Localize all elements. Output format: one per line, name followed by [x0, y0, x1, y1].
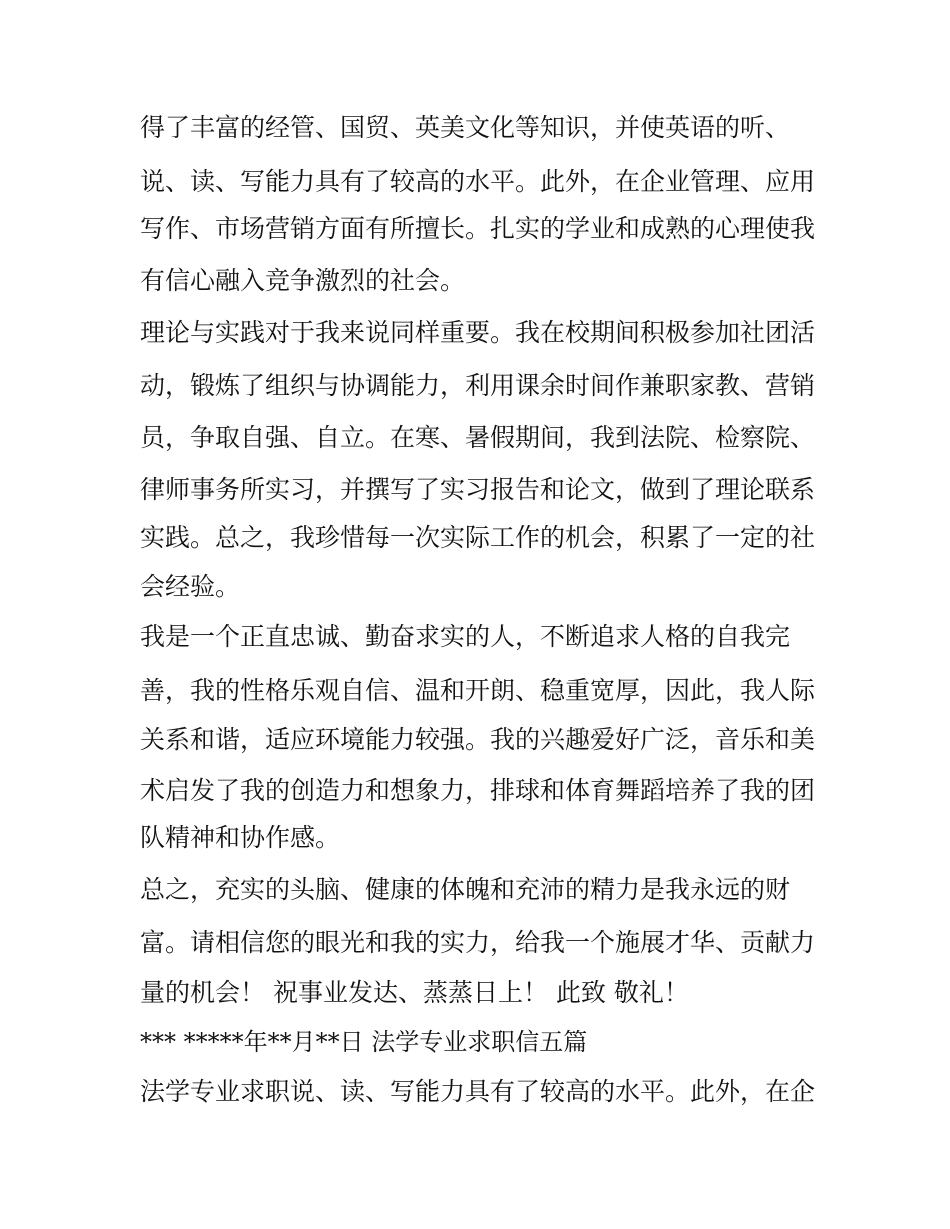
text-line: 说、读、写能力具有了较高的水平。此外，在企业管理、应用 [140, 167, 816, 196]
text-line: 会经验。 [140, 572, 241, 601]
text-line: 术启发了我的创造力和想象力，排球和体育舞蹈培养了我的团 [140, 776, 816, 805]
text-line: 写作、市场营销方面有所擅长。扎实的学业和成熟的心理使我 [140, 214, 816, 243]
text-line: 我是一个正直忠诚、勤奋求实的人，不断追求人格的自我完 [140, 622, 791, 651]
text-line: 量的机会！ 祝事业发达、蒸蒸日上！ 此致 敬礼！ [140, 978, 689, 1007]
text-line: 总之，充实的头脑、健康的体魄和充沛的精力是我永远的财 [140, 875, 791, 904]
date-signature-line: *** *****年**月**日 法学专业求职信五篇 [140, 1028, 588, 1056]
text-line: 队精神和协作感。 [140, 823, 341, 852]
text-line: 关系和谐，适应环境能力较强。我的兴趣爱好广泛，音乐和美 [140, 725, 816, 754]
text-line: 实践。总之，我珍惜每一次实际工作的机会，积累了一定的社 [140, 523, 816, 552]
text-line: 得了丰富的经管、国贸、英美文化等知识，并使英语的听、 [140, 113, 791, 142]
text-line: 动，锻炼了组织与协调能力，利用课余时间作兼职家教、营销 [140, 371, 816, 400]
text-line: 有信心融入竞争激烈的社会。 [140, 266, 466, 295]
text-line: 善，我的性格乐观自信、温和开朗、稳重宽厚，因此，我人际 [140, 676, 816, 705]
text-line: 理论与实践对于我来说同样重要。我在校期间积极参加社团活 [140, 318, 816, 347]
text-line: 员，争取自强、自立。在寒、暑假期间，我到法院、检察院、 [140, 423, 816, 452]
text-line: 律师事务所实习，并撰写了实习报告和论文，做到了理论联系 [140, 475, 816, 504]
text-line: 富。请相信您的眼光和我的实力，给我一个施展才华、贡献力 [140, 928, 816, 957]
text-line: 法学专业求职说、读、写能力具有了较高的水平。此外，在企 [140, 1077, 816, 1106]
